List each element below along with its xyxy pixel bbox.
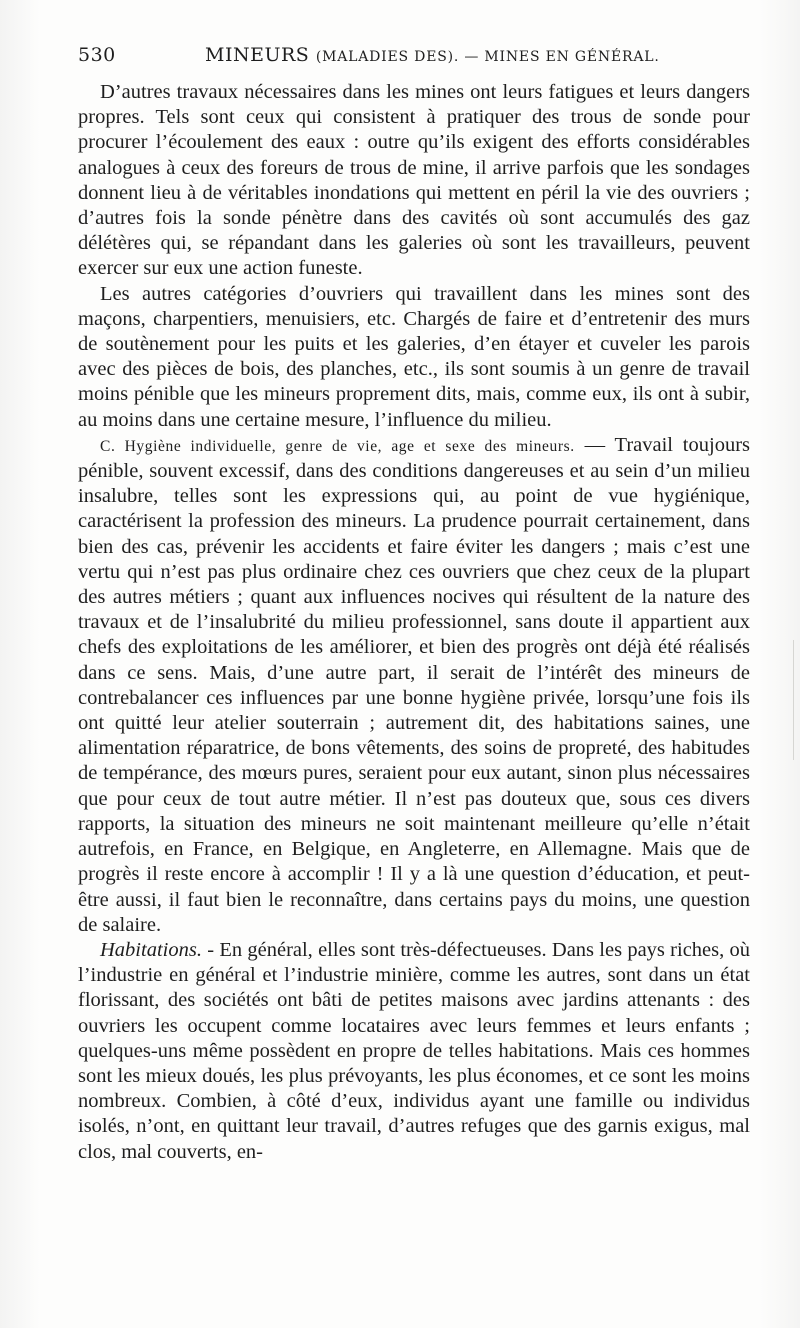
paragraph-3 <box>78 433 750 938</box>
page-number: 530 <box>78 44 116 66</box>
running-head-subtitle: (MALADIES DES). — MINES EN GÉNÉRAL. <box>315 49 660 65</box>
running-head <box>205 44 660 66</box>
paragraph-1 <box>78 80 750 282</box>
paragraph-3-text: — Travail toujours pénible, souvent excessif, dans des conditions dangereuses et au sein d’un milieu insalubre, telles sont les expressions qui, au point de vue hygiénique, caractérisent la profession des mineurs. La prudence pourrait certainement, dans bien des cas, prévenir les accidents et faire éviter les dangers ; mais c’est une vertu qui n’est pas plus ordinaire chez ces ouvriers que chez ceux de la plupart des autres métiers ; quant aux influences nocives qui résultent de la nature des travaux et de l’insalubrité du milieu professionnel, sans doute il appartient aux chefs des exploitations de les améliorer, et bien des progrès ont déjà été réalisés dans ce sens. Mais, d’une autre part, il serait de l’intérêt des mineurs de contrebalancer ces influences par une bonne hygiène privée, lorsqu’une fois ils ont quitté leur atelier souterrain ; autrement dit, des habitations saines, une alimentation réparatrice, de bons vêtements, des soins de propreté, des habitudes de tempérance, des mœurs pures, seraient pour eux autant, sinon plus nécessaires que pour ceux de tout autre métier. Il n’est pas douteux que, sous ces divers rapports, la situation des mineurs ne soit maintenant meilleure qu’elle n’était autrefois, en France, en Belgique, en Angleterre, en Allemagne. Mais que de progrès il reste encore à accomplir ! Il y a là une question d’éducation, et peut-être aussi, il faut bien le reconnaître, dans certains pays du moins, une question de salaire. <box>78 433 750 936</box>
paragraph-4 <box>78 938 750 1165</box>
running-head-main: MINEURS <box>205 44 310 66</box>
paragraph-1-text: D’autres travaux nécessaires dans les mines ont leurs fatigues et leurs dangers propres. Tels sont ceux qui consistent à pratiquer des trous de sonde pour procurer l’écoulement des eaux : outre qu’ils exigent des efforts considérables analogues à ceux des foreurs de trous de mine, il arrive parfois que les sondages donnent lieu à de véritables inondations qui mettent en péril la vie des ouvriers ; d’autres fois la sonde pénètre dans des cavités où sont accumulés des gaz délétères qui, se répandant dans les galeries où sont les travailleurs, peuvent exercer sur eux une action funeste. <box>78 81 750 280</box>
paragraph-2-text: Les autres catégories d’ouvriers qui travaillent dans les mines sont des maçons, charpentiers, menuisiers, etc. Chargés de faire et d’entretenir des murs de soutènement pour les puits et les galeries, d’en étayer et cuveler les parois avec des pièces de bois, des planches, etc., ils sont soumis à un genre de travail moins pénible que les mineurs proprement dits, mais, comme eux, ils ont à subir, au moins dans une certaine mesure, l’influence du milieu. <box>78 282 750 431</box>
body-text <box>78 80 750 1165</box>
section-heading-habitations: Habitations. <box>100 938 202 961</box>
paragraph-2 <box>78 282 750 433</box>
page-header <box>78 44 750 72</box>
section-heading-hygiene: C. Hygiène individuelle, genre de vie, age et sexe des mineurs. <box>100 437 575 455</box>
paragraph-4-text: - En général, elles sont très-défectueuses. Dans les pays riches, où l’industrie en général et l’industrie minière, comme les autres, sont dans un état florissant, des sociétés ont bâti de petites maisons avec jardins attenants : des ouvriers les occupent comme locataires avec leurs femmes et leurs enfants ; quelques-uns même possèdent en propre de telles habitations. Mais ces hommes sont les mieux doués, les plus prévoyants, les plus économes, et ce sont les moins nombreux. Combien, à côté d’eux, individus ayant une famille ou individus isolés, n’ont, en quittant leur travail, d’autres refuges que des garnis exigus, mal clos, mal couverts, en- <box>78 938 751 1163</box>
page-edge-shadow <box>775 640 794 760</box>
